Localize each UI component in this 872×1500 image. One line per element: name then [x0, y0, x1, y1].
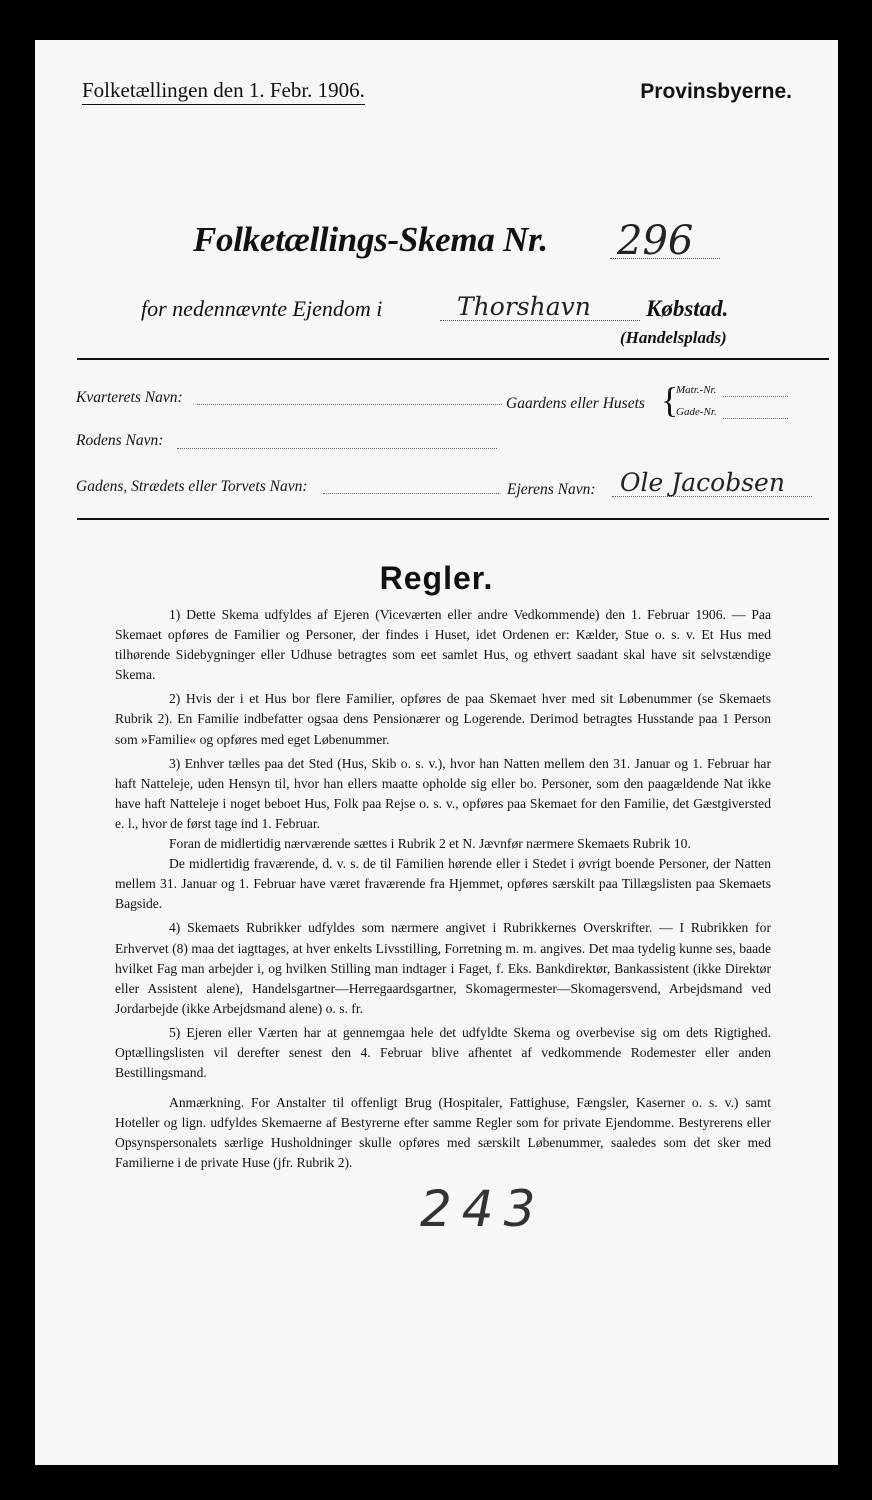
town-type-alt: (Handelsplads) — [620, 328, 727, 347]
census-form-page — [35, 40, 838, 1465]
gade-field[interactable] — [323, 493, 499, 494]
rule-5: 5) Ejeren eller Værten har at gennemgaa hele det udfyldte Skema og overbevise sig om dets Rigtighed. Optællingslisten vil derefter senest den 4. Februar blive afhentet af vedkommende Rodemester eller anden Bestillingsmand. — [115, 1024, 771, 1081]
rules-body — [115, 605, 771, 1178]
gade-nr-field[interactable] — [723, 418, 788, 419]
form-number-handwritten: 296 — [617, 218, 694, 264]
kvarter-label: Kvarterets Navn: — [76, 389, 183, 406]
matr-nr-field[interactable] — [723, 396, 788, 397]
anmaerkning: Anmærkning. For Anstalter til offenligt Brug (Hospitaler, Fattighuse, Fængsler, Kaserner o. s. v.) samt Hoteller og lign. udfyldes Skemaerne af Bestyrerne efter samme Regler som for private Ejendomme. Bestyrerens eller Opsynspersonalets særlige Husholdninger skulle opføres med særskilt Løbenummer, saaledes som det sker med Familierne i de private Huse (jfr. Rubrik 2). — [115, 1095, 771, 1171]
bottom-divider — [77, 518, 829, 520]
gaard-label: Gaardens eller Husets — [506, 395, 645, 412]
rule-2: 2) Hvis der i et Hus bor flere Familier, opføres de paa Skemaet hver med sit Løbenummer (se Skemaets Rubrik 2). En Familie indbefatter ogsaa dens Pensionærer og Logerende. Derimod betragtes Husstande paa 1 Person som »Familie« og opføres med eget Løbenummer. — [115, 691, 771, 747]
rule-3-note-a: Foran de midlertidig nærværende sættes i Rubrik 2 et N. Jævnfør nærmere Skemaets Rubrik 10. — [169, 836, 691, 852]
rode-field[interactable] — [177, 448, 497, 449]
rule-4: 4) Skemaets Rubrikker udfyldes som nærmere angivet i Rubrikkernes Overskrifter. — I Rubrikken for Erhvervet (8) maa det iagttages, at hver enkelts Livsstilling, Forretning m. m. angives. Det maa tydelig kunne ses, baade hvilket Fag man arbejder i, og hvilken Stilling man indtager i Faget, f. Eks. Bankdirektør, Bankassistent (ikke Direktør eller Assistent alene), Handelsgartner—Herregaardsgartner, Skomagermester—Skomagersvend, Arbejdsmand ved Jordarbejde (ikke Arbejdsmand alene) o. s. fr. — [115, 920, 771, 1016]
matr-nr-label: Matr.-Nr. — [676, 384, 717, 396]
form-title: Folketællings-Skema Nr. — [193, 220, 548, 259]
region-header: Provinsbyerne. — [640, 80, 792, 103]
gade-label: Gadens, Strædets eller Torvets Navn: — [76, 478, 308, 495]
rule-3-note-b: De midlertidig fraværende, d. v. s. de til Familien hørende eller i Stedet i øvrigt boende Personer, der Natten mellem 31. Januar og 1. Februar have været fraværende fra Hjemmet, opføres særskilt paa Tillægslisten paa Skemaets Bagside. — [115, 856, 771, 912]
ejer-label: Ejerens Navn: — [507, 481, 596, 498]
top-divider — [77, 358, 829, 360]
ejer-handwritten: Ole Jacobsen — [620, 468, 785, 497]
town-type: Købstad. — [646, 296, 729, 321]
rode-label: Rodens Navn: — [76, 432, 164, 449]
census-date-header: Folketællingen den 1. Febr. 1906. — [82, 78, 365, 105]
town-handwritten: Thorshavn — [457, 292, 591, 321]
rule-1: 1) Dette Skema udfyldes af Ejeren (Viceværten eller andre Vedkommende) den 1. Februar 1906. — Paa Skemaet opføres de Familier og Personer, der findes i Huset, idet Ordenen er: Kælder, Stue o. s. v. Et Hus med tilhørende Sidebygninger eller Udhuse betragtes som eet samlet Hus, og ethvert saadant skal have sit selvstændige Skema. — [115, 607, 771, 683]
form-subtitle: for nedennævnte Ejendom i — [141, 296, 383, 321]
gade-nr-label: Gade-Nr. — [676, 406, 717, 418]
handwritten-number: 243 — [420, 1180, 546, 1238]
rules-heading: Regler. — [379, 560, 494, 596]
kvarter-field[interactable] — [197, 404, 502, 405]
rule-3: 3) Enhver tælles paa det Sted (Hus, Skib o. s. v.), hvor han Natten mellem den 31. Januar og 1. Februar har haft Natteleje, uden Hensyn til, hvor han ellers maatte opholde sig eller bo. Personer, som den paagældende Nat ikke have haft Natteleje i noget beboet Hus, Folk paa Rejse o. s. v., opføres paa Skemaet for den Familie, det Gæstgiversted e. l., hvor de først tage ind 1. Februar. — [115, 755, 771, 831]
field-brace: { — [661, 380, 679, 420]
